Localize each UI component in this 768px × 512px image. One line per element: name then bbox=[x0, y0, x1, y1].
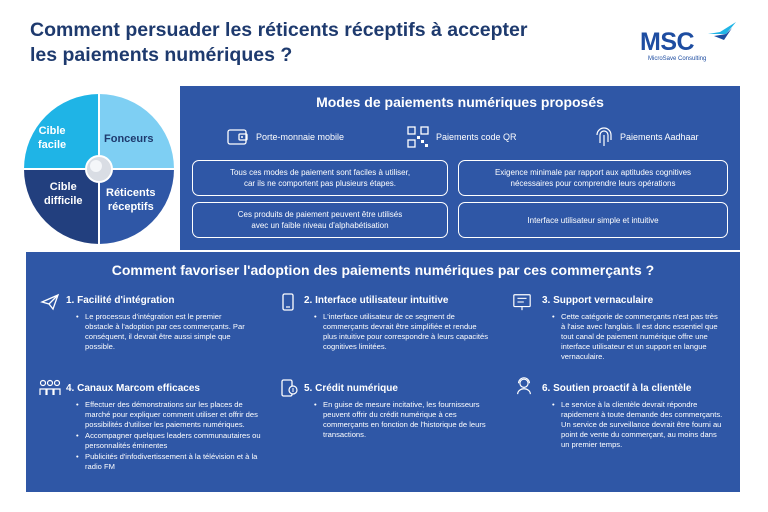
section-title: 1. Facilité d'intégration bbox=[66, 295, 175, 306]
section-title: 3. Support vernaculaire bbox=[542, 295, 654, 306]
section-title: 2. Interface utilisateur intuitive bbox=[304, 295, 449, 306]
bullet: • Le service à la clientèle devrait répondre rapidement à toute demande des commerçants. Un service de surveillance devrait être fourni au point de vente du commerçant, au moins dans un premier temps. bbox=[552, 400, 724, 450]
label-pioneers: Fonceurs bbox=[104, 133, 154, 145]
customer-support-icon bbox=[514, 376, 534, 396]
mode-label: Paiements code QR bbox=[436, 132, 517, 142]
people-group-icon bbox=[38, 378, 62, 398]
page-title-line2: les paiements numériques ? bbox=[30, 44, 293, 66]
section-intuitive-interface bbox=[304, 294, 504, 353]
paper-plane-icon bbox=[40, 292, 60, 312]
section-title: 6. Soutien proactif à la clientèle bbox=[542, 383, 692, 394]
section-marcom bbox=[66, 382, 266, 473]
bullet: • Publicités d'infodivertissement à la télévision et à la radio FM bbox=[76, 452, 266, 472]
feature-box-interface: Interface utilisateur simple et intuitive bbox=[458, 202, 728, 238]
section-integration bbox=[66, 294, 266, 353]
section-title: 5. Crédit numérique bbox=[304, 383, 398, 394]
label-reluctant-receptive: Réticents réceptifs bbox=[106, 187, 156, 213]
bullet: • Le processus d'intégration est le premier obstacle à l'adoption par ces commerçants. Par conséquent, il devrait être aussi simple que possible. bbox=[76, 312, 246, 352]
mode-mobile-wallet bbox=[226, 124, 344, 150]
bullet: • Cette catégorie de commerçants n'est pas très à l'aise avec l'anglais. Il est donc essentiel que tout canal de paiement numérique offre une interface utilisateur et un support en langue vernaculaire. bbox=[552, 312, 722, 362]
msc-logo bbox=[640, 20, 740, 66]
bird-icon bbox=[706, 20, 738, 44]
mode-aadhaar bbox=[594, 124, 699, 150]
section-proactive-support bbox=[542, 382, 742, 451]
fingerprint-icon bbox=[594, 125, 614, 149]
bullet: • L'interface utilisateur de ce segment de commerçants devrait être simplifiée et rendue plus intuitive pour correspondre à leurs capacités cognitives limitées. bbox=[314, 312, 490, 352]
qr-code-icon bbox=[406, 125, 430, 149]
feature-box-cognitive: Exigence minimale par rapport aux aptitudes cognitives nécessaires pour comprendre leurs opérations bbox=[458, 160, 728, 196]
segment-quadrant-chart bbox=[24, 94, 174, 244]
adoption-title: Comment favoriser l'adoption des paiements numériques par ces commerçants ? bbox=[111, 262, 655, 278]
label-hard-target: Cible difficile bbox=[44, 181, 83, 207]
section-title: 4. Canaux Marcom efficaces bbox=[66, 383, 200, 394]
mode-label: Paiements Aadhaar bbox=[620, 132, 699, 142]
section-vernacular-support bbox=[542, 294, 742, 363]
page-title bbox=[30, 18, 590, 68]
page-title-line1: Comment persuader les réticents réceptifs à accepter bbox=[30, 19, 528, 41]
feature-box-easy-to-use: Tous ces modes de paiement sont faciles à utiliser, car ils ne comportent pas plusieurs étapes. bbox=[192, 160, 448, 196]
bullet: • Effectuer des démonstrations sur les places de marché pour expliquer comment utiliser et offrir des possibilités d'utiliser les paiements numériques. bbox=[76, 400, 266, 430]
mobile-credit-icon bbox=[278, 378, 298, 398]
bullet: • En guise de mesure incitative, les fournisseurs peuvent offrir du crédit numérique à ces commerçants en fonction de l'historique de leurs transactions. bbox=[314, 400, 486, 440]
mode-label: Porte-monnaie mobile bbox=[256, 132, 345, 142]
feature-box-literacy: Ces produits de paiement peuvent être utilisés avec un faible niveau d'alphabétisation bbox=[192, 202, 448, 238]
smartphone-icon bbox=[278, 292, 298, 312]
mode-qr-code bbox=[406, 124, 517, 150]
label-easy-target: Cible facile bbox=[38, 125, 67, 151]
modes-title: Modes de paiements numériques proposés bbox=[316, 94, 604, 110]
wallet-icon bbox=[226, 127, 250, 147]
section-digital-credit bbox=[304, 382, 504, 441]
logo-subtitle: MicroSave Consulting bbox=[648, 56, 707, 62]
bullet: • Accompagner quelques leaders communautaires ou personnalités éminentes bbox=[76, 431, 266, 451]
logo-text: MSC bbox=[640, 28, 695, 56]
support-screen-icon bbox=[512, 292, 532, 312]
